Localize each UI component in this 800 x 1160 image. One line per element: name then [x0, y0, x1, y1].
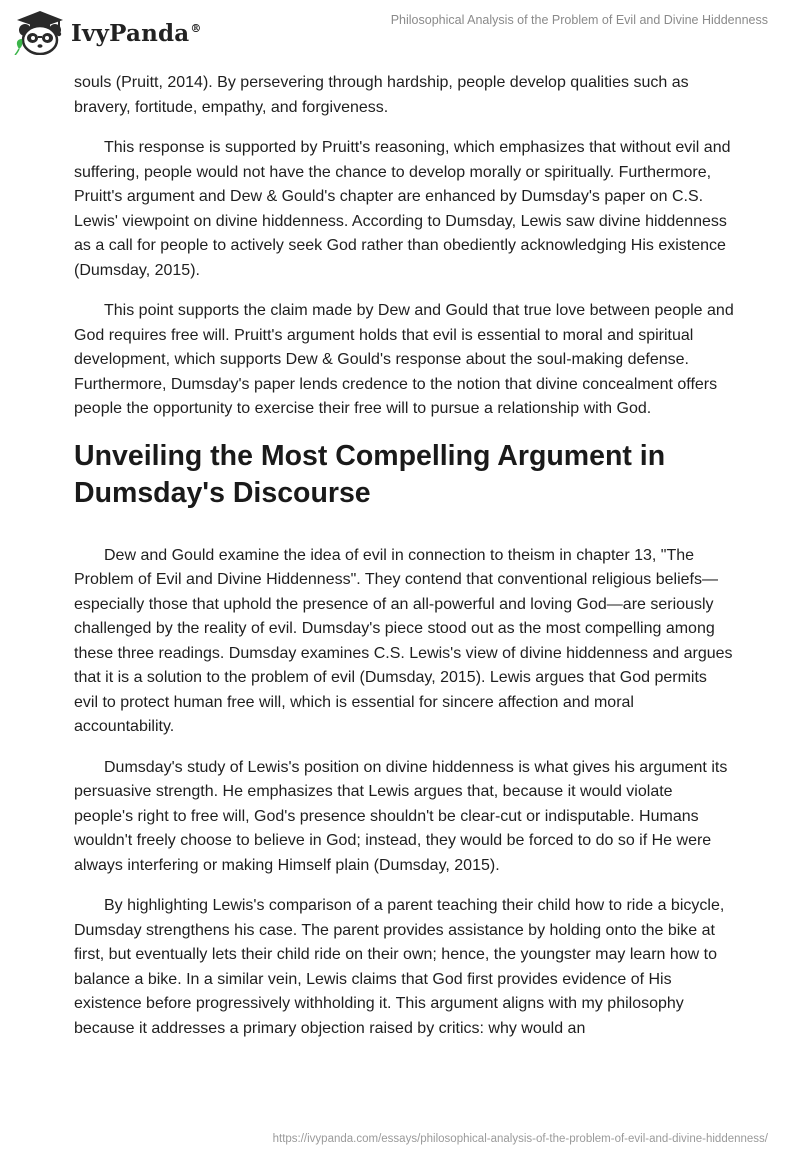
paragraph: This response is supported by Pruitt's reasoning, which emphasizes that without evil and suffering, people would not have the chance to develop morally or spiritually. Furthermore, Pruitt's argument and Dew & Gould's chapter are enhanced by Dumsday's paper on C.S. Lewis' viewpoint on divine hiddenness. According to Dumsday, Lewis saw divine hiddenness as a call for people to actively seek God rather than obediently acknowledging His existence (Dumsday, 2015).	[74, 139, 731, 279]
page-header	[0, 0, 800, 68]
registered-mark: ®	[190, 21, 202, 35]
ivypanda-logo[interactable]	[13, 9, 202, 55]
source-url[interactable]: https://ivypanda.com/essays/philosophical-analysis-of-the-problem-of-evil-and-divine-hiddenness/	[272, 1133, 768, 1145]
paragraph: Dumsday's study of Lewis's position on divine hiddenness is what gives his argument its persuasive strength. He emphasizes that Lewis argues that, because it would violate people's right to free will, God's presence shouldn't be clear-cut or indisputable. Humans wouldn't freely choose to believe in God; instead, they would be forced to do so if He were always interfering or making Himself plain (Dumsday, 2015).	[74, 758, 728, 874]
paragraph: souls (Pruitt, 2014). By persevering through hardship, people develop qualities such as bravery, fortitude, empathy, and forgiveness.	[74, 74, 689, 116]
brand-name-text: IvyPanda	[71, 19, 190, 47]
panda-graduate-icon	[13, 9, 67, 55]
paragraph: By highlighting Lewis's comparison of a parent teaching their child how to ride a bicycle, Dumsday strengthens his case. The parent provides assistance by holding onto the bike at first, but eventually lets their child ride on their own; hence, the youngster may learn how to balance a bike. In a similar vein, Lewis claims that God first provides evidence of His existence before progressively withholding it. This argument aligns with my philosophy because it addresses a primary objection raised by critics: why would an	[74, 897, 725, 1037]
brand-name	[71, 20, 202, 47]
paragraph: Dew and Gould examine the idea of evil in connection to theism in chapter 13, "The Problem of Evil and Divine Hiddenness". They contend that conventional religious beliefs—especially those that uphold the presence of an all-powerful and loving God—are seriously challenged by the reality of evil. Dumsday's piece stood out as the most compelling among these three readings. Dumsday examines C.S. Lewis's view of divine hiddenness and argues that it is a solution to the problem of evil (Dumsday, 2015). Lewis argues that God permits evil to protect human free will, which is essential for sincere affection and moral accountability.	[74, 546, 733, 735]
paragraph: This point supports the claim made by Dew and Gould that true love between people and God requires free will. Pruitt's argument holds that evil is essential to moral and spiritual development, which supports Dew & Gould's response about the soul-making defense. Furthermore, Dumsday's paper lends credence to the notion that divine concealment offers people the opportunity to exercise their free will to pursue a relationship with God.	[74, 302, 734, 417]
document-title: Philosophical Analysis of the Problem of Evil and Divine Hiddenness	[390, 13, 768, 27]
essay-content	[74, 71, 734, 1057]
section-heading: Unveiling the Most Compelling Argument in Dumsday's Discourse	[74, 439, 666, 509]
